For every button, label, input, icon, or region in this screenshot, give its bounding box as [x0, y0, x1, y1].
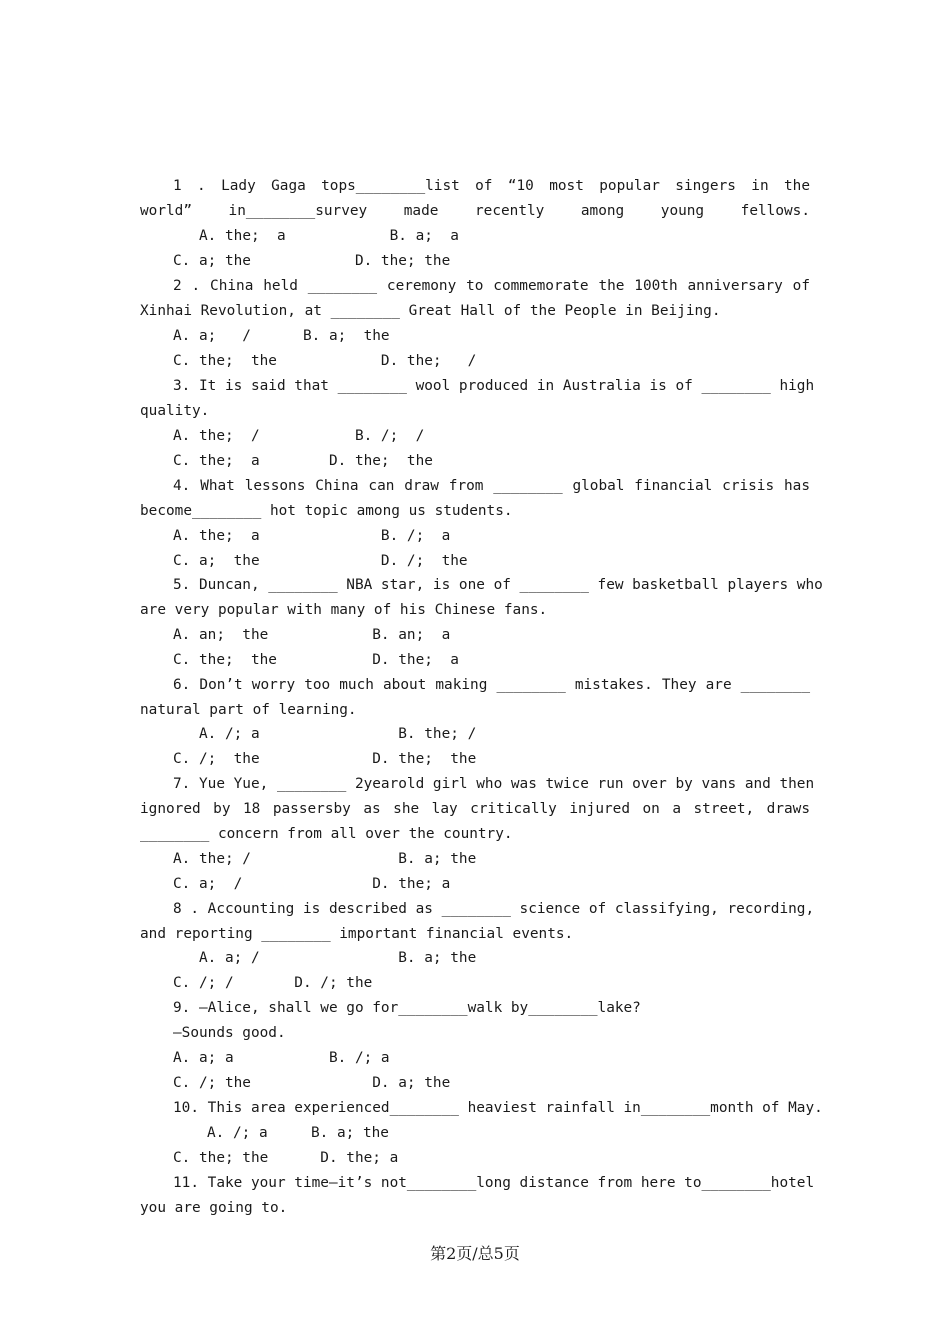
question-4-options-cd: C. a; the D. /; the	[173, 553, 468, 569]
question-6-options-ab: A. /; a B. the; /	[199, 726, 477, 742]
question-1-line-1: 1 . Lady Gaga tops________list of “10 most popular singers in the	[173, 178, 810, 194]
question-4-options-ab: A. the; a B. /; a	[173, 528, 451, 544]
question-5-options-ab: A. an; the B. an; a	[173, 627, 451, 643]
question-8-options-ab: A. a; / B. a; the	[199, 950, 477, 966]
question-1-options-cd: C. a; the D. the; the	[173, 253, 451, 269]
question-8-line-1: 8 . Accounting is described as ________ science of classifying, recording,	[173, 901, 815, 917]
question-2-options-cd: C. the; the D. the; /	[173, 353, 477, 369]
question-9-line-1: 9. —Alice, shall we go for________walk by________lake?	[173, 1000, 641, 1016]
question-10-options-cd: C. the; the D. the; a	[173, 1150, 399, 1166]
question-7-options-cd: C. a; / D. the; a	[173, 876, 451, 892]
question-9-options-ab: A. a; a B. /; a	[173, 1050, 390, 1066]
question-3-line-2: quality.	[140, 403, 210, 419]
question-1-options-ab: A. the; a B. a; a	[199, 228, 459, 244]
question-7-line-3: ________ concern from all over the country.	[140, 826, 513, 842]
question-3-options-cd: C. the; a D. the; the	[173, 453, 433, 469]
question-8-line-2: and reporting ________ important financial events.	[140, 926, 574, 942]
question-10-options-ab: A. /; a B. a; the	[207, 1125, 389, 1141]
question-2-line-1: 2 . China held ________ ceremony to commemorate the 100th anniversary of	[173, 278, 810, 294]
question-9-line-2: —Sounds good.	[173, 1025, 286, 1041]
question-6-line-1: 6. Don’t worry too much about making ________ mistakes. They are ________	[173, 677, 810, 693]
question-6-line-2: natural part of learning.	[140, 702, 357, 718]
question-8-options-cd: C. /; / D. /; the	[173, 975, 373, 991]
question-3-options-ab: A. the; / B. /; /	[173, 428, 425, 444]
question-4-line-1: 4. What lessons China can draw from ________ global financial crisis has	[173, 478, 810, 494]
question-11-line-2: you are going to.	[140, 1200, 288, 1216]
question-5-line-2: are very popular with many of his Chinese fans.	[140, 602, 548, 618]
question-3-line-1: 3. It is said that ________ wool produced in Australia is of ________ high	[173, 378, 815, 394]
question-10-line-1: 10. This area experienced________ heaviest rainfall in________month of May.	[173, 1100, 823, 1116]
question-11-line-1: 11. Take your time—it’s not________long distance from here to________hotel	[173, 1175, 815, 1191]
question-1-line-2: world” in________survey made recently among young fellows.	[140, 203, 810, 219]
question-6-options-cd: C. /; the D. the; the	[173, 751, 477, 767]
page-number-footer: 第2页/总5页	[430, 1244, 520, 1263]
question-7-line-2: ignored by 18 passersby as she lay critically injured on a street, draws	[140, 801, 810, 817]
question-9-options-cd: C. /; the D. a; the	[173, 1075, 451, 1091]
question-7-line-1: 7. Yue Yue, ________ 2yearold girl who was twice run over by vans and then	[173, 776, 815, 792]
question-4-line-2: become________ hot topic among us students.	[140, 503, 513, 519]
question-2-options-ab: A. a; / B. a; the	[173, 328, 390, 344]
question-2-line-2: Xinhai Revolution, at ________ Great Hall of the People in Beijing.	[140, 303, 721, 319]
question-7-options-ab: A. the; / B. a; the	[173, 851, 477, 867]
question-5-options-cd: C. the; the D. the; a	[173, 652, 459, 668]
question-5-line-1: 5. Duncan, ________ NBA star, is one of ________ few basketball players who	[173, 577, 823, 593]
